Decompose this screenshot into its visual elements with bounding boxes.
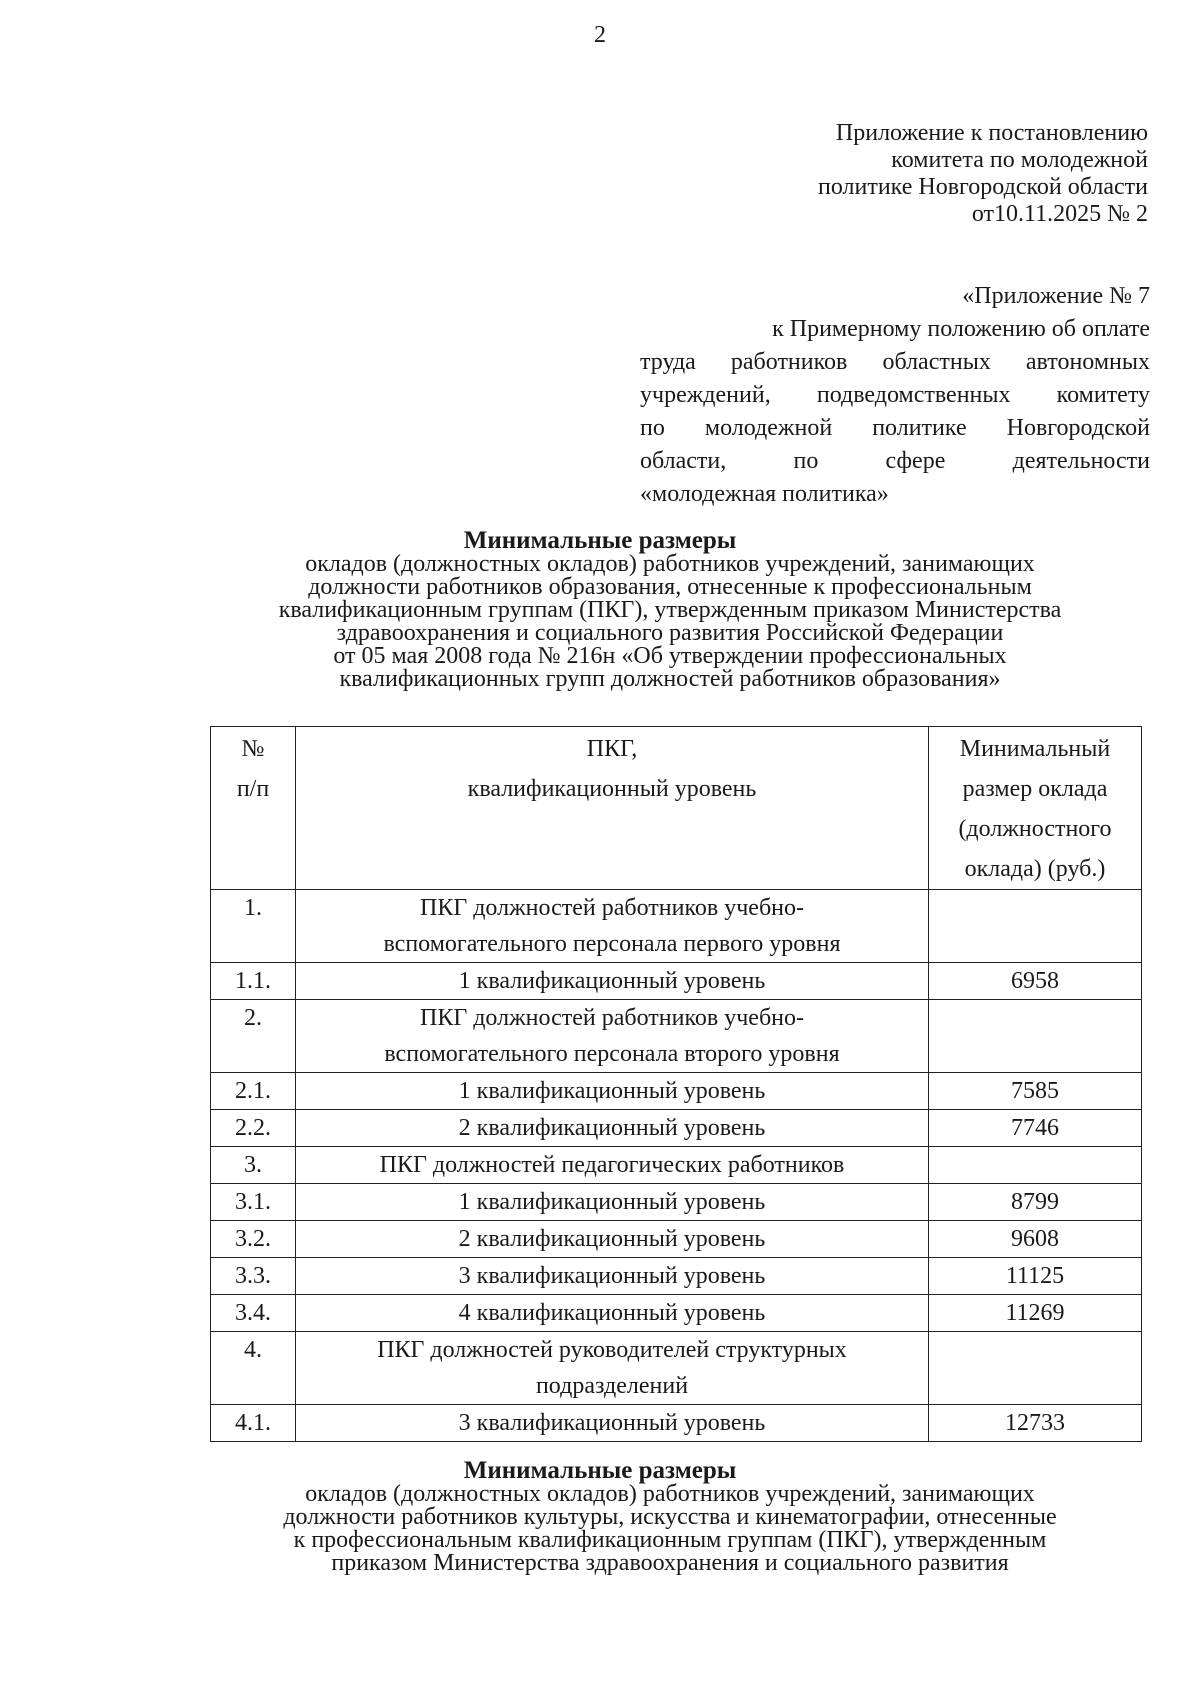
row-name bbox=[296, 1405, 929, 1442]
header-num bbox=[211, 727, 296, 890]
row-value: 8799 bbox=[929, 1184, 1142, 1221]
section1-line: здравоохранения и социального развития Российской Федерации bbox=[336, 620, 1004, 646]
annex-header bbox=[640, 280, 1150, 511]
salary-table bbox=[210, 726, 1142, 1442]
row-value: 7746 bbox=[929, 1110, 1142, 1147]
row-number: 2.1. bbox=[211, 1073, 296, 1110]
table-row bbox=[211, 1405, 1142, 1442]
table-row bbox=[211, 1332, 1142, 1405]
row-name-line: ПКГ должностей работников учебно- bbox=[419, 1005, 804, 1031]
row-number: 2.2. bbox=[211, 1110, 296, 1147]
table-row bbox=[211, 890, 1142, 963]
row-name-line: вспомогательного персонала второго уровня bbox=[384, 1041, 840, 1067]
row-name bbox=[296, 1184, 929, 1221]
section2-line: окладов (должностных окладов) работников учреждений, занимающих bbox=[305, 1481, 1035, 1507]
table-header-row bbox=[211, 727, 1142, 890]
table-row bbox=[211, 1184, 1142, 1221]
row-value bbox=[929, 1332, 1142, 1405]
annex-line: труда работников областных автономных bbox=[640, 349, 1150, 375]
table-row bbox=[211, 1295, 1142, 1332]
row-name-line: 3 квалификационный уровень bbox=[458, 1410, 766, 1436]
row-name-line: 3 квалификационный уровень bbox=[458, 1263, 766, 1289]
row-number: 4.1. bbox=[211, 1405, 296, 1442]
row-name bbox=[296, 1073, 929, 1110]
attachment-line: политике Новгородской области bbox=[818, 174, 1148, 200]
section1-line: должности работников образования, отнесенные к профессиональным bbox=[308, 574, 1032, 600]
attachment-header bbox=[628, 120, 1148, 228]
annex-title: «Приложение № 7 bbox=[962, 283, 1150, 309]
row-number: 3.2. bbox=[211, 1221, 296, 1258]
row-number: 3.1. bbox=[211, 1184, 296, 1221]
section2-title: Минимальные размеры bbox=[463, 1457, 737, 1484]
row-number: 3.4. bbox=[211, 1295, 296, 1332]
row-value: 12733 bbox=[929, 1405, 1142, 1442]
row-value: 7585 bbox=[929, 1073, 1142, 1110]
row-name bbox=[296, 1258, 929, 1295]
header-name-line: ПКГ, bbox=[586, 736, 638, 762]
header-value bbox=[929, 727, 1142, 890]
row-name bbox=[296, 1332, 929, 1405]
section1-subtitle bbox=[180, 553, 1160, 691]
annex-line: по молодежной политике Новгородской bbox=[640, 415, 1150, 441]
row-name-line: ПКГ должностей работников учебно- bbox=[419, 895, 804, 921]
annex-last-line: «молодежная политика» bbox=[640, 481, 889, 507]
row-name bbox=[296, 1000, 929, 1073]
attachment-line: комитета по молодежной bbox=[891, 147, 1148, 173]
row-name-line: 2 квалификационный уровень bbox=[458, 1115, 766, 1141]
section1-line: квалификационным группам (ПКГ), утвержденным приказом Министерства bbox=[278, 597, 1062, 623]
table-row bbox=[211, 1073, 1142, 1110]
section2-line: к профессиональным квалификационным группам (ПКГ), утвержденным bbox=[293, 1527, 1047, 1553]
row-name bbox=[296, 890, 929, 963]
page-number: 2 bbox=[594, 22, 606, 48]
row-number: 1.1. bbox=[211, 963, 296, 1000]
header-value-line: (должностного bbox=[958, 816, 1112, 842]
section1-line: окладов (должностных окладов) работников учреждений, занимающих bbox=[305, 551, 1035, 577]
row-name bbox=[296, 1221, 929, 1258]
row-value bbox=[929, 1000, 1142, 1073]
row-name-line: 1 квалификационный уровень bbox=[458, 1078, 766, 1104]
table-row bbox=[211, 1147, 1142, 1184]
row-name bbox=[296, 1110, 929, 1147]
row-number: 1. bbox=[211, 890, 296, 963]
row-number: 3.3. bbox=[211, 1258, 296, 1295]
row-number: 4. bbox=[211, 1332, 296, 1405]
header-name bbox=[296, 727, 929, 890]
header-num-line: № bbox=[241, 736, 265, 762]
attachment-line: от10.11.2025 № 2 bbox=[971, 201, 1148, 227]
annex-line: области, по сфере деятельности bbox=[640, 448, 1150, 474]
section2-line: должности работников культуры, искусства и кинематографии, отнесенные bbox=[283, 1504, 1057, 1530]
row-name-line: 1 квалификационный уровень bbox=[458, 968, 766, 994]
row-name bbox=[296, 1295, 929, 1332]
table-row bbox=[211, 1258, 1142, 1295]
header-num-line: п/п bbox=[236, 776, 270, 802]
attachment-line: Приложение к постановлению bbox=[835, 120, 1148, 146]
table-row bbox=[211, 1110, 1142, 1147]
row-value: 9608 bbox=[929, 1221, 1142, 1258]
annex-line: учреждений, подведомственных комитету bbox=[640, 382, 1150, 408]
header-value-line: оклада) (руб.) bbox=[964, 856, 1106, 882]
row-name-line: подразделений bbox=[535, 1373, 689, 1399]
section2-line: приказом Министерства здравоохранения и социального развития bbox=[331, 1550, 1009, 1576]
row-name-line: 2 квалификационный уровень bbox=[458, 1226, 766, 1252]
header-value-line: размер оклада bbox=[962, 776, 1108, 802]
row-value: 6958 bbox=[929, 963, 1142, 1000]
table-row bbox=[211, 1000, 1142, 1073]
annex-line: к Примерному положению об оплате bbox=[772, 316, 1150, 342]
row-name bbox=[296, 963, 929, 1000]
section1-line: от 05 мая 2008 года № 216н «Об утверждении профессиональных bbox=[333, 643, 1007, 669]
row-number: 2. bbox=[211, 1000, 296, 1073]
row-number: 3. bbox=[211, 1147, 296, 1184]
row-value bbox=[929, 890, 1142, 963]
table-row bbox=[211, 1221, 1142, 1258]
header-value-line: Минимальный bbox=[959, 736, 1111, 762]
row-name-line: 4 квалификационный уровень bbox=[458, 1300, 766, 1326]
row-name-line: 1 квалификационный уровень bbox=[458, 1189, 766, 1215]
row-name-line: ПКГ должностей руководителей структурных bbox=[377, 1337, 847, 1363]
row-name-line: вспомогательного персонала первого уровня bbox=[383, 931, 841, 957]
header-name-line: квалификационный уровень bbox=[467, 776, 757, 802]
row-name-line: ПКГ должностей педагогических работников bbox=[379, 1152, 845, 1178]
section1-line: квалификационных групп должностей работников образования» bbox=[339, 666, 1001, 692]
row-value: 11125 bbox=[929, 1258, 1142, 1295]
section1-title: Минимальные размеры bbox=[463, 527, 737, 554]
section2-subtitle bbox=[180, 1483, 1160, 1575]
table-row bbox=[211, 963, 1142, 1000]
row-value: 11269 bbox=[929, 1295, 1142, 1332]
row-name bbox=[296, 1147, 929, 1184]
row-value bbox=[929, 1147, 1142, 1184]
